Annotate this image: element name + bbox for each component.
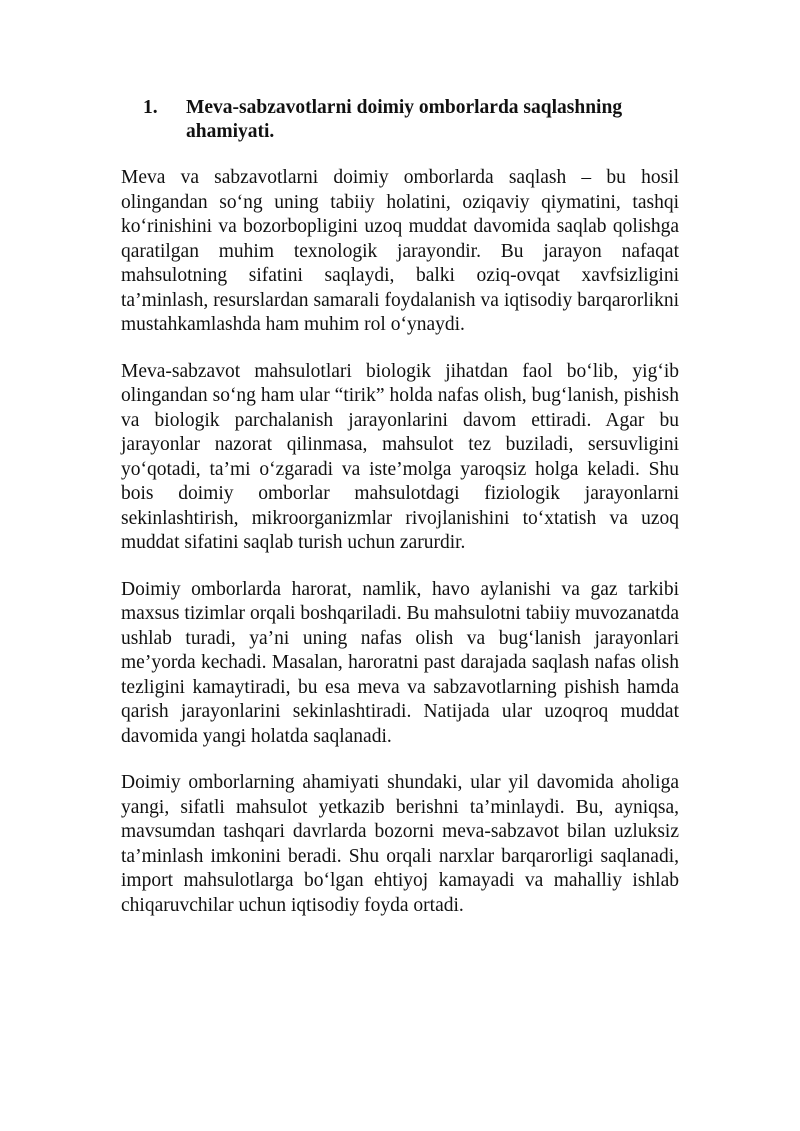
paragraph-1: Meva va sabzavotlarni doimiy omborlarda saqlash – bu hosil olingandan so‘ng uning tabiiy holatini, oziqaviy qiymatini, tashqi ko‘rinishini va bozorbopligini uzoq muddat davomida saqlab qolishga qaratilgan muhim texnologik jarayondir. Bu jarayon nafaqat mahsulotning sifatini saqlaydi, balki oziq-ovqat xavfsizligini ta’minlash, resurslardan samarali foydalanish va iqtisodiy barqarorlikni mustahkamlashda ham muhim rol o‘ynaydi. [121,167,679,335]
document-page [121,96,679,940]
paragraph-2: Meva-sabzavot mahsulotlari biologik jihatdan faol bo‘lib, yig‘ib olingandan so‘ng ham ular “tirik” holda nafas olish, bug‘lanish, pishish va biologik parchalanish jarayonlarini davom ettiradi. Agar bu jarayonlar nazorat qilinmasa, mahsulot tez buziladi, sersuvligini yo‘qotadi, ta’mi o‘zgaradi va iste’molga yaroqsiz holga keladi. Shu bois doimiy omborlar mahsulotdagi fiziologik jarayonlarni sekinlashtirish, mikroorganizmlar rivojlanishini to‘xtatish va uzoq muddat sifatini saqlab turish uchun zarurdir. [121,360,679,553]
section-number: 1. [143,97,158,118]
paragraph-3: Doimiy omborlarda harorat, namlik, havo aylanishi va gaz tarkibi maxsus tizimlar orqali boshqariladi. Bu mahsulotni tabiiy muvozanatda ushlab turadi, ya’ni uning nafas olish va bug‘lanish jarayonlari me’yorda kechadi. Masalan, haroratni past darajada saqlash nafas olish tezligini kamaytiradi, bu esa meva va sabzavotlarning pishish hamda qarish jarayonlarini sekinlashtiradi. Natijada ular uzoqroq muddat davomida yangi holatda saqlanadi. [121,578,679,747]
paragraph-4: Doimiy omborlarning ahamiyati shundaki, ular yil davomida aholiga yangi, sifatli mahsulot yetkazib berishni ta’minlaydi. Bu, ayniqsa, mavsumdan tashqari davrlarda bozorni meva-sabzavot bilan uzluksiz ta’minlash imkonini beradi. Shu orqali narxlar barqarorligi saqlanadi, import mahsulotlarga bo‘lgan ehtiyoj kamayadi va mahalliy ishlab chiqaruvchilar uchun iqtisodiy foyda ortadi. [121,772,679,916]
section-title: Meva-sabzavotlarni doimiy omborlarda saqlashning ahamiyati. [186,97,623,142]
section-heading [121,96,679,144]
